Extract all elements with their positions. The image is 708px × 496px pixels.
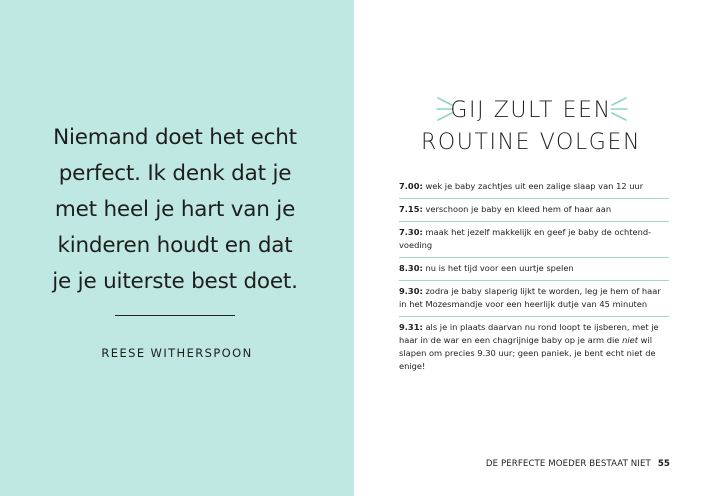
quote-divider xyxy=(115,315,235,316)
quote-line: Niemand doet het echt xyxy=(53,125,297,150)
schedule-entry xyxy=(399,258,669,281)
schedule-time: 9.30: xyxy=(399,286,423,296)
schedule-entry xyxy=(399,176,669,199)
schedule-text: nu is het tijd voor een uurtje spelen xyxy=(425,263,574,273)
schedule-entry xyxy=(399,222,669,258)
page-footer xyxy=(486,459,670,469)
quote-line: met heel je hart van je xyxy=(54,197,296,222)
schedule-entry xyxy=(399,281,669,317)
schedule-text: wil slapen om precies 9.30 uur; geen paniek, je bent echt niet de enige! xyxy=(399,335,656,371)
running-title: DE PERFECTE MOEDER BESTAAT NIET xyxy=(485,459,651,469)
schedule-time: 9.31: xyxy=(399,322,423,332)
routine-schedule xyxy=(399,176,669,378)
quote-text xyxy=(30,120,320,300)
quote-line: perfect. Ik denk dat je xyxy=(58,161,292,186)
schedule-text: wek je baby zachtjes uit een zalige slaap van 12 uur xyxy=(425,181,644,191)
quote-line: je je uiterste best doet. xyxy=(52,269,298,294)
schedule-entry xyxy=(399,199,669,222)
quote-line: kinderen houdt en dat xyxy=(57,233,293,258)
title-line-1: GIJ ZULT EEN xyxy=(450,98,612,123)
schedule-text: zodra je baby slaperig lijkt te worden, leg je hem of haar in het Mozesmandje voor een heerlijk dutje van 45 minuten xyxy=(399,286,661,309)
quote-author: REESE WITHERSPOON xyxy=(101,346,253,360)
schedule-text-emphasis: niet xyxy=(622,335,638,345)
schedule-text: maak het jezelf makkelijk en geef je baby de ochtend-voeding xyxy=(399,227,652,250)
schedule-time: 7.15: xyxy=(399,204,423,214)
schedule-text: verschoon je baby en kleed hem of haar aan xyxy=(425,204,612,214)
section-title xyxy=(354,94,708,164)
page-number: 55 xyxy=(657,459,670,469)
schedule-entry xyxy=(399,317,669,378)
sparkle-lines-right-icon xyxy=(608,94,630,124)
schedule-time: 7.30: xyxy=(399,227,423,237)
schedule-text: als je in plaats daarvan nu rond loopt te ijsberen, met je haar in de war en een chagrijnige baby op je arm die xyxy=(399,322,659,345)
schedule-time: 7.00: xyxy=(399,181,423,191)
title-line-2: ROUTINE VOLGEN xyxy=(420,130,642,155)
schedule-time: 8.30: xyxy=(399,263,423,273)
